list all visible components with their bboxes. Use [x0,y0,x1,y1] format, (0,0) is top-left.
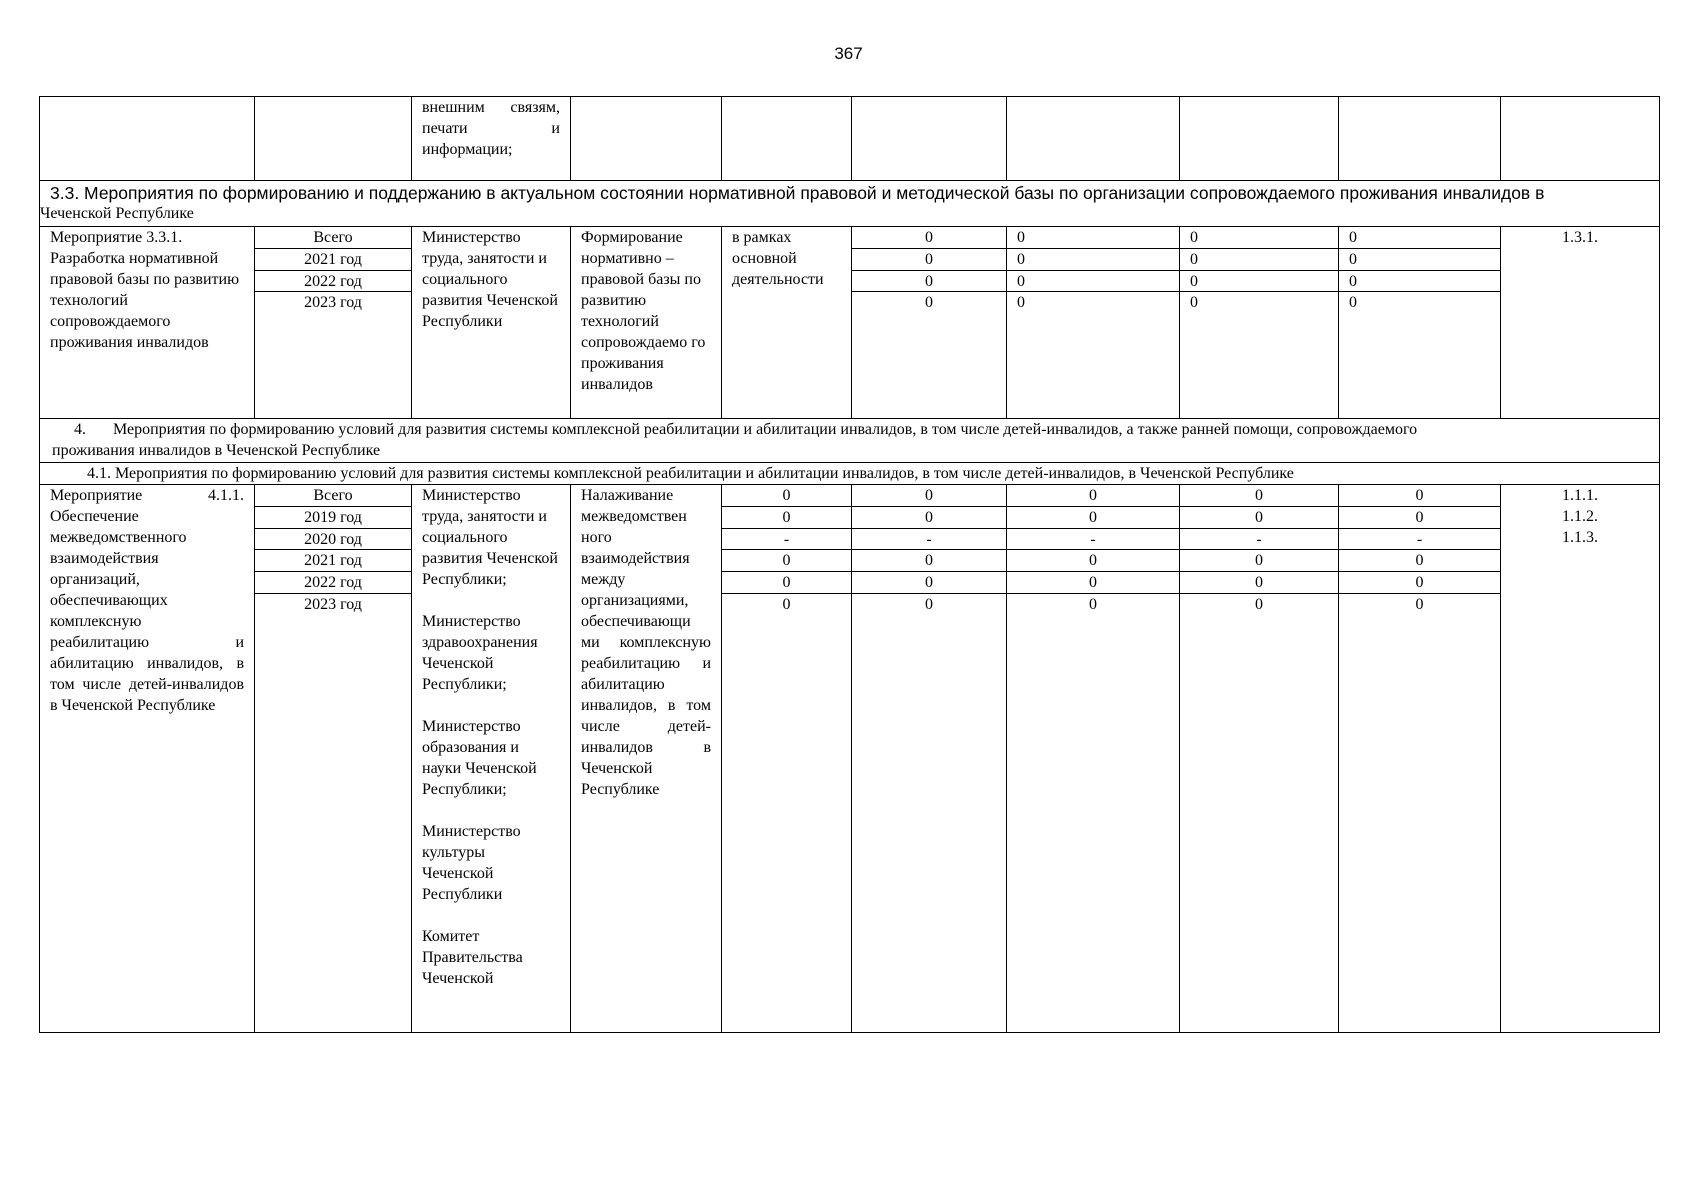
value: - [1180,529,1338,551]
value-column [852,485,1007,1033]
period-label: 2020 год [255,529,411,551]
value: - [722,529,851,551]
value: 0 [852,550,1006,572]
executor-entry: Министерство труда, занятости и социального развития Чеченской Республики; [422,487,558,588]
event-row [40,227,1660,419]
value: 0 [852,249,1006,271]
value: 0 [1349,294,1357,312]
section-number: 4. [74,421,86,438]
cell-empty [1339,97,1501,181]
value: 0 [1007,550,1179,572]
subsection-header-row [40,463,1660,485]
value: 0 [1017,294,1025,312]
value: - [1007,529,1179,551]
value: 0 [852,572,1006,594]
value-column [1007,485,1180,1033]
section-title-line [52,419,1647,440]
value: 0 [1339,227,1500,249]
executor-entry: Министерство здравоохранения Чеченской Республики; [422,613,538,693]
value: 0 [1007,507,1179,529]
value: 0 [852,507,1006,529]
period-label: 2021 год [255,249,411,271]
result-cell: Налаживание межведомствен ного взаимодействия между организациями, обеспечивающи ми комплексную реабилитацию и абилитацию инвалидов, в том числе детей-инвалидов в Чеченской Республике [571,485,722,1033]
value: 0 [1089,595,1097,613]
period-label: 2023 год [304,294,362,312]
result-cell: Формирование нормативно – правовой базы по развитию технологий сопровождаемо го проживания инвалидов [571,227,722,419]
period-label: 2021 год [255,550,411,572]
value-column [852,227,1007,419]
indicator: 1.1.3. [1562,529,1598,546]
value: 0 [1339,249,1500,271]
value: 0 [1180,550,1338,572]
value-column [1007,227,1180,419]
value: 0 [782,595,791,613]
value: 0 [722,485,851,507]
event-name: Мероприятие 3.3.1. Разработка нормативной правовой базы по развитию технологий сопровождаемого проживания инвалидов [40,227,255,419]
cell-empty [852,97,1007,181]
cell-empty [571,97,722,181]
value: 0 [1339,507,1500,529]
value: 0 [1339,485,1500,507]
period-label: 2019 год [255,507,411,529]
period-cell [255,485,412,1033]
value: 0 [1339,271,1500,293]
cell-empty [255,97,412,181]
period-label: 2022 год [255,271,411,293]
value: 0 [1339,572,1500,594]
period-label: 2023 год [304,595,362,613]
value: 0 [1007,485,1179,507]
cell-empty [1501,97,1660,181]
value: 0 [1180,271,1338,293]
value: 0 [852,485,1006,507]
indicator: 1.1.1. [1562,487,1598,504]
value: 0 [722,550,851,572]
value: 0 [1339,550,1500,572]
value: 0 [1007,227,1179,249]
executor-entry: Министерство образования и науки Чеченской Республики; [422,718,537,798]
indicator: 1.1.2. [1562,508,1598,525]
continuation-row [40,97,1660,181]
section-title-tail: Чеченской Республике [40,205,194,222]
value: 0 [1180,227,1338,249]
executor-entry: Министерство культуры Чеченской Республики [422,823,521,903]
section-title: Мероприятия по формированию условий для развития системы комплексной реабилитации и абилитации инвалидов, в том числе детей-инвалидов, а также ранней помощи, сопровождаемого [113,421,1418,438]
value: 0 [1190,294,1198,312]
cell-empty [722,97,852,181]
value: 0 [1007,249,1179,271]
value-column [1339,485,1501,1033]
program-events-table [39,96,1660,1033]
event-row [40,485,1660,1033]
value: 0 [1007,572,1179,594]
indicator-cell [1501,485,1660,1033]
value-column [1180,485,1339,1033]
cell-empty [1007,97,1180,181]
value: 0 [1180,572,1338,594]
page-number: 367 [834,44,863,63]
value: 0 [1415,595,1424,613]
value-column [1180,227,1339,419]
value: - [1339,529,1500,551]
executor-entry: Комитет Правительства Чеченской [422,928,523,987]
value: 0 [1180,249,1338,271]
value: - [852,529,1006,551]
subsection-title: 4.1. Мероприятия по формированию условий для развития системы комплексной реабилитации и абилитации инвалидов, в том числе детей-инвалидов, в Чеченской Республике [40,463,1660,485]
value: 0 [1180,507,1338,529]
cell-empty [40,97,255,181]
period-label: 2022 год [255,572,411,594]
value: 0 [722,572,851,594]
value: 0 [1007,271,1179,293]
executor-cell: Министерство труда, занятости и социального развития Чеченской Республики [412,227,571,419]
section-title-tail: проживания инвалидов в Чеченской Республике [52,442,381,459]
executor-cell [412,485,571,1033]
value: 0 [1180,485,1338,507]
event-name: Мероприятие 4.1.1. Обеспечение межведомственного взаимодействия организаций, обеспечивающих комплексную реабилитацию и абилитацию инвалидов, в том числе детей-инвалидов в Чеченской Республике [40,485,255,1033]
period-label: Всего [255,485,411,507]
value-column [1339,227,1501,419]
section-title: 3.3. Мероприятия по формированию и поддержанию в актуальном состоянии нормативной правовой и методической базы по организации сопровождаемого проживания инвалидов в [50,183,1545,203]
value: 0 [852,271,1006,293]
period-cell [255,227,412,419]
value: 0 [852,227,1006,249]
value: 0 [925,595,933,613]
executor-cell: внешним связям, печати и информации; [412,97,571,181]
period-label: Всего [255,227,411,249]
value: 0 [925,294,933,312]
funding-cell: в рамках основной деятельности [722,227,852,419]
section-header-row [40,181,1660,227]
value: 0 [1255,595,1263,613]
indicator-cell: 1.3.1. [1501,227,1660,419]
value-column [722,485,852,1033]
value: 0 [722,507,851,529]
cell-empty [1180,97,1339,181]
section-header-row [40,419,1660,463]
